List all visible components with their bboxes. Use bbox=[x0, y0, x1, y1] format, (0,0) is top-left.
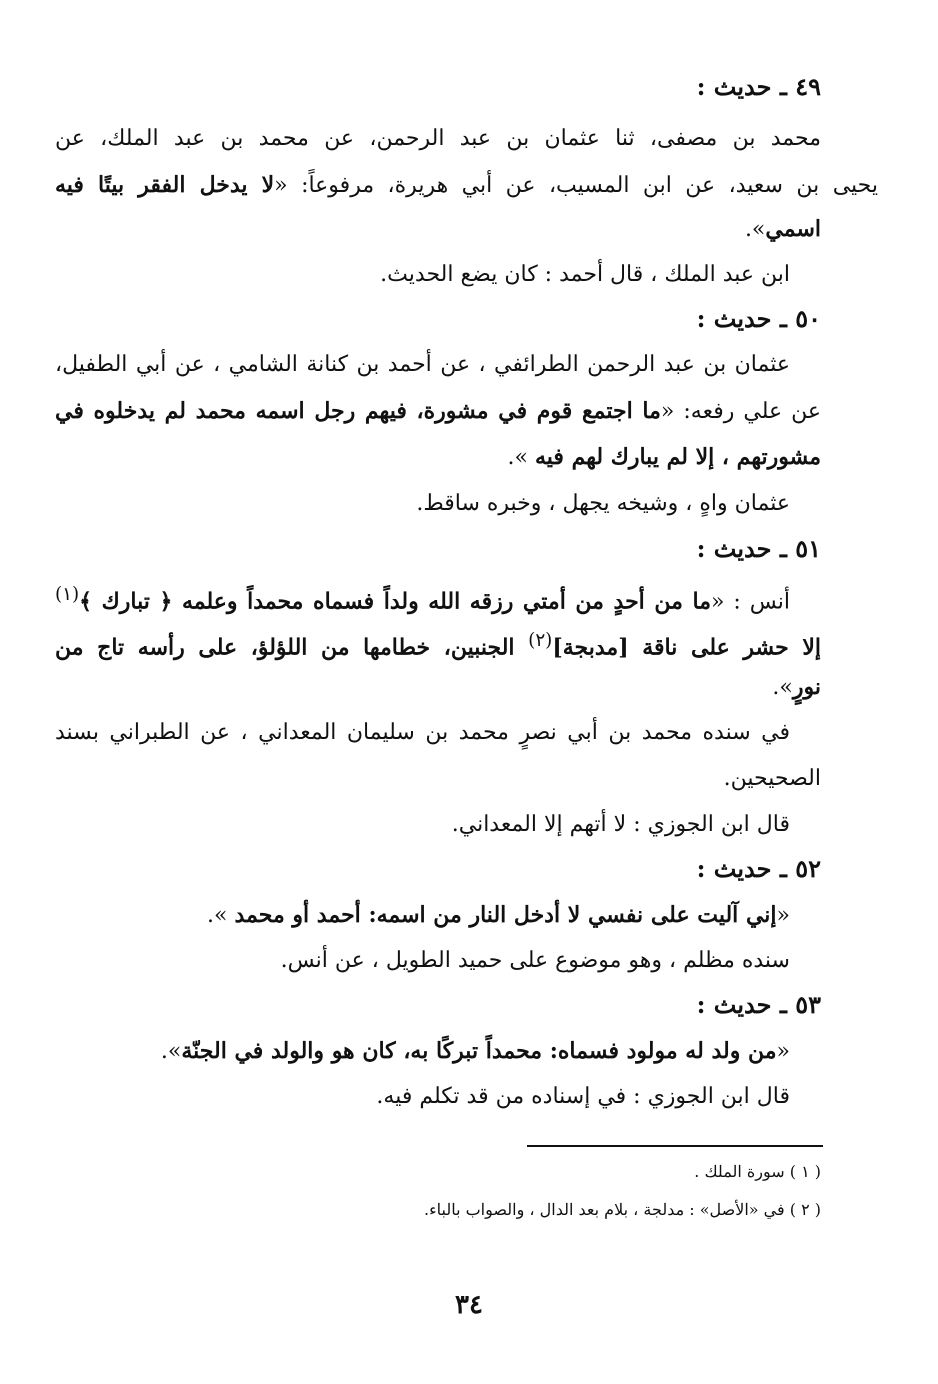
hadith-50-note: عثمان واهٍ ، وشيخه يجهل ، وخبره ساقط. bbox=[416, 491, 790, 516]
hadith-51-note-line-2: الصحيحين. bbox=[723, 766, 821, 791]
hadith-49-line-3 bbox=[55, 212, 821, 247]
hadith-49-quote-part-1: لا يدخل الفقر بيتًا فيه bbox=[55, 172, 275, 198]
hadith-52-quote: إني آليت على نفسي لا أدخل النار من اسمه: أحمد أو محمد bbox=[234, 902, 777, 928]
hadith-53-text bbox=[55, 1034, 790, 1069]
hadith-50-quote-part-1: ما اجتمع قوم في مشورة، فيهم رجل اسمه محمد لم يدخلوه في bbox=[55, 398, 661, 424]
footnote-2: ( ٢ ) في «الأصل» : مدلجة ، بلام بعد الدال ، والصواب بالباء. bbox=[424, 1200, 821, 1219]
footnote-1: ( ١ ) سورة الملك . bbox=[694, 1162, 821, 1181]
hadith-49-quote-end: ». bbox=[744, 217, 766, 242]
hadith-51-line-2 bbox=[55, 624, 821, 664]
hadith-52-quote-open: « bbox=[776, 903, 790, 928]
hadith-51-line-3 bbox=[55, 670, 821, 705]
hadith-53-quote-open: « bbox=[776, 1039, 790, 1064]
hadith-51-line-1-text: أنس : « bbox=[710, 589, 790, 615]
hadith-52-text bbox=[55, 898, 790, 933]
hadith-49-line-2-text: يحيى بن سعيد، عن ابن المسيب، عن أبي هريرة، مرفوعاً: « bbox=[274, 173, 878, 198]
hadith-53-note: قال ابن الجوزي : في إسناده من قد تكلم فيه. bbox=[376, 1084, 790, 1109]
hadith-52-quote-close: ». bbox=[207, 903, 235, 928]
hadith-51-quote-part-3: الجنبين، خطامها من اللؤلؤ، على رأسه تاج من bbox=[55, 634, 529, 661]
hadith-53-quote: من ولد له مولود فسماه: محمداً تبركًا به، كان هو والولد في الجنّة bbox=[181, 1038, 777, 1064]
hadith-49-line-2 bbox=[55, 168, 878, 203]
hadith-52-note: سنده مظلم ، وهو موضوع على حميد الطويل ، عن أنس. bbox=[280, 948, 790, 973]
hadith-53-heading: ٥٣ ـ حديث : bbox=[696, 990, 821, 1019]
hadith-50-line-2-text: عن علي رفعه: « bbox=[660, 399, 821, 424]
footnote-divider bbox=[527, 1145, 823, 1147]
hadith-51-heading: ٥١ ـ حديث : bbox=[696, 534, 821, 563]
hadith-51-note-line-1: في سنده محمد بن أبي نصرٍ محمد بن سليمان المعداني ، عن الطبراني بسند bbox=[55, 720, 790, 745]
hadith-50-line-2 bbox=[55, 394, 821, 429]
hadith-49-line-1: محمد بن مصفى، ثنا عثمان بن عبد الرحمن، عن محمد بن عبد الملك، عن bbox=[55, 126, 821, 151]
hadith-51-quote-part-4: نورٍ bbox=[792, 674, 821, 700]
hadith-49-heading: ٤٩ ـ حديث : bbox=[696, 72, 821, 101]
page-number: ٣٤ bbox=[455, 1290, 483, 1320]
hadith-53-quote-close: ». bbox=[160, 1039, 182, 1064]
hadith-51-quote-end: ». bbox=[772, 675, 793, 700]
hadith-49-quote-part-2: اسمي bbox=[765, 216, 821, 242]
hadith-50-quote-end: ». bbox=[507, 445, 535, 470]
hadith-51-quote-part-2: إلا حشر على ناقة [مدبجة] bbox=[552, 634, 821, 661]
hadith-50-line-3 bbox=[55, 440, 821, 475]
hadith-51-quote-part-1: ما من أحدٍ من أمتي رزقه الله ولداً فسماه محمداً وعلمه ﴿ تبارك ﴾ bbox=[79, 588, 711, 615]
hadith-49-note: ابن عبد الملك ، قال أحمد : كان يضع الحديث. bbox=[380, 262, 790, 287]
hadith-50-line-1: عثمان بن عبد الرحمن الطرائفي ، عن أحمد بن كنانة الشامي ، عن أبي الطفيل، bbox=[55, 352, 790, 377]
footnote-ref-2: (٢) bbox=[528, 630, 553, 651]
hadith-50-heading: ٥٠ ـ حديث : bbox=[696, 304, 821, 333]
hadith-51-note-line-3: قال ابن الجوزي : لا أتهم إلا المعداني. bbox=[451, 812, 790, 837]
hadith-51-line-1 bbox=[55, 578, 790, 619]
hadith-52-heading: ٥٢ ـ حديث : bbox=[696, 854, 821, 883]
footnote-ref-1: (١) bbox=[55, 584, 80, 605]
hadith-50-quote-part-2: مشورتهم ، إلا لم يبارك لهم فيه bbox=[534, 444, 821, 470]
